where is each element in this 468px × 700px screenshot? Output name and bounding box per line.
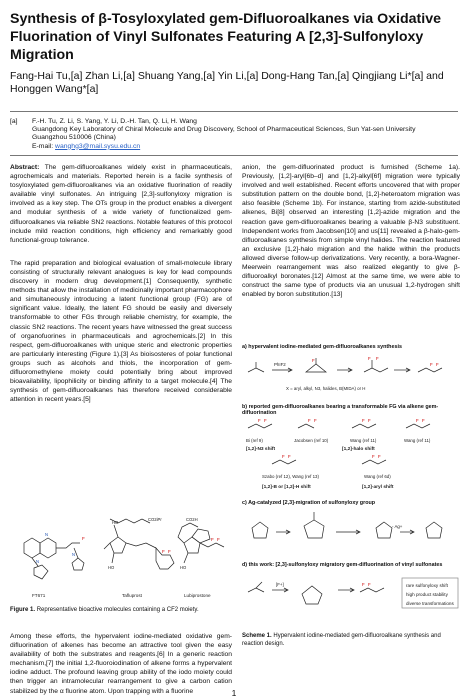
svg-text:F: F <box>376 356 379 361</box>
scheme-b-ref-jacobsen: Jacobsen (ref 10) <box>294 438 329 443</box>
svg-text:F: F <box>368 356 371 361</box>
svg-text:N: N <box>36 559 40 564</box>
svg-text:F: F <box>362 418 365 423</box>
scheme-part-c-title: c) Ag-catalyzed [2,3]-migration of sulfonyloxy group <box>242 500 376 506</box>
scheme-1-caption <box>242 632 460 648</box>
svg-text:F: F <box>314 418 317 423</box>
email-link[interactable]: wanghg3@mail.sysu.edu.cn <box>55 142 141 150</box>
scheme-1-caption-text: Hypervalent iodine-mediated gem-difluoroalkane synthesis and reaction design. <box>242 633 441 647</box>
header-rule-bottom <box>10 155 458 156</box>
email-label: E-mail: <box>32 142 54 150</box>
page-number: 1 <box>231 688 237 698</box>
abstract-text: The gem-difluoroalkanes widely exist in pharmaceuticals, agrochemicals and materials. Reported herein is a facile synthesis of tosyloxylated gem-difluoroalkanes via an oxidative fluorination of readily available vinyl sulfonates. An intriguing [2,3]-sulfonyloxy migration is involved as a key step. The OTs group in the product enables a divergent and modular synthesis of a wide variety of functionalized gem-difluoroalkanes via reliable SN2 reactions. Notable features of this protocol include mild reaction conditions, high efficiency and remarkably good functional-group tolerance. <box>10 164 232 244</box>
left-column <box>10 163 232 412</box>
figure-1-label-ft671: FT671 <box>32 593 46 598</box>
figure-1-label-lubiprostone: Lubiprostone <box>184 593 211 598</box>
abstract-label: Abstract: <box>10 164 40 171</box>
intro-paragraph-1: The rapid preparation and biological evaluation of small-molecule library consisting of structurally relevant analogues is key for lead compounds discovery in modern drug development.[1] Consequently, synthetic methods that allow the installation of medicinally important pharmacophore and simultaneously introducing a latent functional group (FG) are of significant value. Ideally, the latent FG should be easily and diversely transformable to other FGs through reliable chemistry, for example, the classic SN2 reactions. The recent years have witnessed the great success of organofuorines in pharmaceuticals and agrochemicals.[2] In this respect, gem-difluoroalkanes with unique steric and electronic properties are particularly interesting (Figure 1).[3] As bioisosteres of polar functional groups such as alcohols and thiols, the incorporation of gem-difluoromethylene moiety could potentially bring about improved bioavailability, lipophilicity or binding affinity to a target molecule.[4] The synthesis of gem-difluoroalkanes has therefore received considerable attention in recent years.[5] <box>10 259 232 404</box>
svg-text:N: N <box>45 532 49 537</box>
scheme-b-ref-wang-2: Wang (ref 11) <box>404 438 431 443</box>
scheme-part-d-title: d) this work: [2,3]-sulfonyloxy migratory gem-difluorination of vinyl sulfonates <box>242 562 443 568</box>
svg-text:F: F <box>168 549 171 554</box>
svg-text:F: F <box>436 362 439 367</box>
svg-text:F: F <box>282 454 285 459</box>
scheme-b-shift-halo: [1,2]-halo shift <box>342 447 375 452</box>
scheme-b-ref-bi: Bi (ref 9) <box>246 438 263 443</box>
svg-text:HO: HO <box>180 565 187 570</box>
intro-paragraph-3: anion, the gem-difluorinated product is furnished (Scheme 1a). Previously, [1,2]-aryl[6b–d] and [1,2]-alkyl[6f] migration were typically involved and well established. Recent efforts uncovered that with proper substitution pattern on the double bond, [1,2]-heteroatom migration was also feasible (Scheme 1b). For instance, starting from azide-substituted alkenes, Bi[8] observed an interesting [1,2]-azide migration and the reaction gave gem-difluoroalkanes bearing a valuable β-N3 substituent. Independent works from Jacobsen[10] and us[11] revealed a β-halo-gem-difluoroalkanes synthesis from simple vinyl halides. The reaction featured an exclusive [1,2]-halo migration and the halide within the products allowed diverse follow-up derivatizations. Very recently, a bora-Wagner-Meerwein rearrangement was also realized elegantly to give β-difluoroalkyl boronates.[12] Almost at the same time, we were able to construct the same type of products via an unusual 1,2-hydrogen shift enabled by boron substitution.[13] <box>242 164 460 299</box>
svg-text:[F+]: [F+] <box>276 582 284 587</box>
figure-1-caption-text: Representative bioactive molecules containing a CF2 moiety. <box>36 607 199 613</box>
svg-text:F: F <box>368 418 371 423</box>
figure-1-caption-label: Figure 1. <box>10 607 36 613</box>
svg-text:F: F <box>368 582 371 587</box>
svg-text:F: F <box>372 454 375 459</box>
right-column <box>242 163 460 307</box>
svg-text:F: F <box>211 537 214 542</box>
svg-text:CO2H: CO2H <box>186 517 198 522</box>
svg-text:F: F <box>264 418 267 423</box>
svg-text:N: N <box>72 552 76 557</box>
scheme-1 <box>242 342 460 628</box>
abstract <box>10 163 232 245</box>
scheme-part-b-title: b) reported gem-difluoroalkanes bearing a transformable FG via alkene gem-difluorination <box>242 404 439 416</box>
figure-1-caption <box>10 606 232 614</box>
svg-text:F: F <box>378 454 381 459</box>
svg-text:CO2iPr: CO2iPr <box>148 517 162 522</box>
scheme-b-shift-n3: [1,2]-N3 shift <box>246 447 276 452</box>
affiliation-names: F.-H. Tu, Z. Li, S. Yang, Y. Li, D.-H. Tan, Q. Li, H. Wang <box>32 118 197 125</box>
svg-text:F: F <box>416 418 419 423</box>
scheme-d-bullet-2: high product stability <box>406 592 448 597</box>
scheme-b-ref-wang-1: Wang (ref 11) <box>350 438 377 443</box>
figure-1-label-tafluprost: Tafluprost <box>122 593 142 598</box>
scheme-b-shift-boron: [1,2]-B or [1,2]-H shift <box>262 485 311 490</box>
scheme-b-ref-wang-3: Wang (ref 6d) <box>364 474 391 479</box>
svg-text:F: F <box>422 418 425 423</box>
svg-text:F: F <box>288 454 291 459</box>
scheme-a-reagent: PhIF2 <box>274 362 286 367</box>
scheme-d-bullet-1: rare sulfonyloxy shift <box>406 583 448 588</box>
intro-paragraph-2: Among these efforts, the hypervalent iodine-mediated oxidative gem-difluorination of alkenes has become an attractive tool given the easy availability of both the substrates and reagents.[6] In a generic reaction mechanism,[7] the initial 1,2-fluoroiodination of alkene forms a hypervalent iodine adduct. The profound leaving group ability of the iodo moiety could then trigger an intramolecular rearrangement to give a carbon cation stabilized by the α fluorine atom. Upon trapping with a fluorine <box>10 633 232 695</box>
affiliation-institution: Guangdong Key Laboratory of Chiral Molecule and Drug Discovery, School of Pharmaceutical Sciences, Sun Yat-sen University <box>32 126 416 134</box>
svg-text:F: F <box>308 418 311 423</box>
scheme-part-a-title: a) hypervalent iodine-mediated gem-difluoroalkanes synthesis <box>242 344 402 350</box>
scheme-1-caption-label: Scheme 1. <box>242 633 272 639</box>
svg-text:F: F <box>258 418 261 423</box>
svg-text:F: F <box>82 536 85 541</box>
author-list: Fang-Hai Tu,[a] Zhan Li,[a] Shuang Yang,[a] Yin Li,[a] Dong-Hang Tan,[a] Qingjiang Li*[a] and Honggen Wang*[a] <box>10 70 444 95</box>
svg-text:F: F <box>362 582 365 587</box>
scheme-b-ref-szabo: Szabo (ref 12), Wang (ref 13) <box>262 474 319 479</box>
svg-text:F: F <box>217 537 220 542</box>
svg-text:F: F <box>162 549 165 554</box>
scheme-d-bullet-3: diverse transformations <box>406 601 454 606</box>
scheme-1-drawings <box>242 342 460 628</box>
scheme-a-note: X = aryl, alkyl, N3, halides, B(MIDA) or H <box>286 386 366 391</box>
paper-title: Synthesis of β-Tosyloxylated gem-Difluoroalkanes via Oxidative Fluorination of Vinyl Sulfonates Featuring A [2,3]-Sulfonyloxy Migration <box>10 11 441 63</box>
svg-text:HO: HO <box>108 565 115 570</box>
scheme-b-shift-aryl: [1,2]-aryl shift <box>362 485 394 490</box>
scheme-c-reagent: - Ag+ <box>392 524 403 529</box>
affiliation-city: Guangzhou 510006 (China) <box>32 134 116 142</box>
affiliation-label: [a] <box>10 118 18 125</box>
header-rule-top <box>10 111 458 112</box>
figure-1-structures <box>12 513 230 603</box>
svg-text:F: F <box>430 362 433 367</box>
svg-text:HO: HO <box>112 520 119 525</box>
svg-text:F: F <box>312 358 315 363</box>
